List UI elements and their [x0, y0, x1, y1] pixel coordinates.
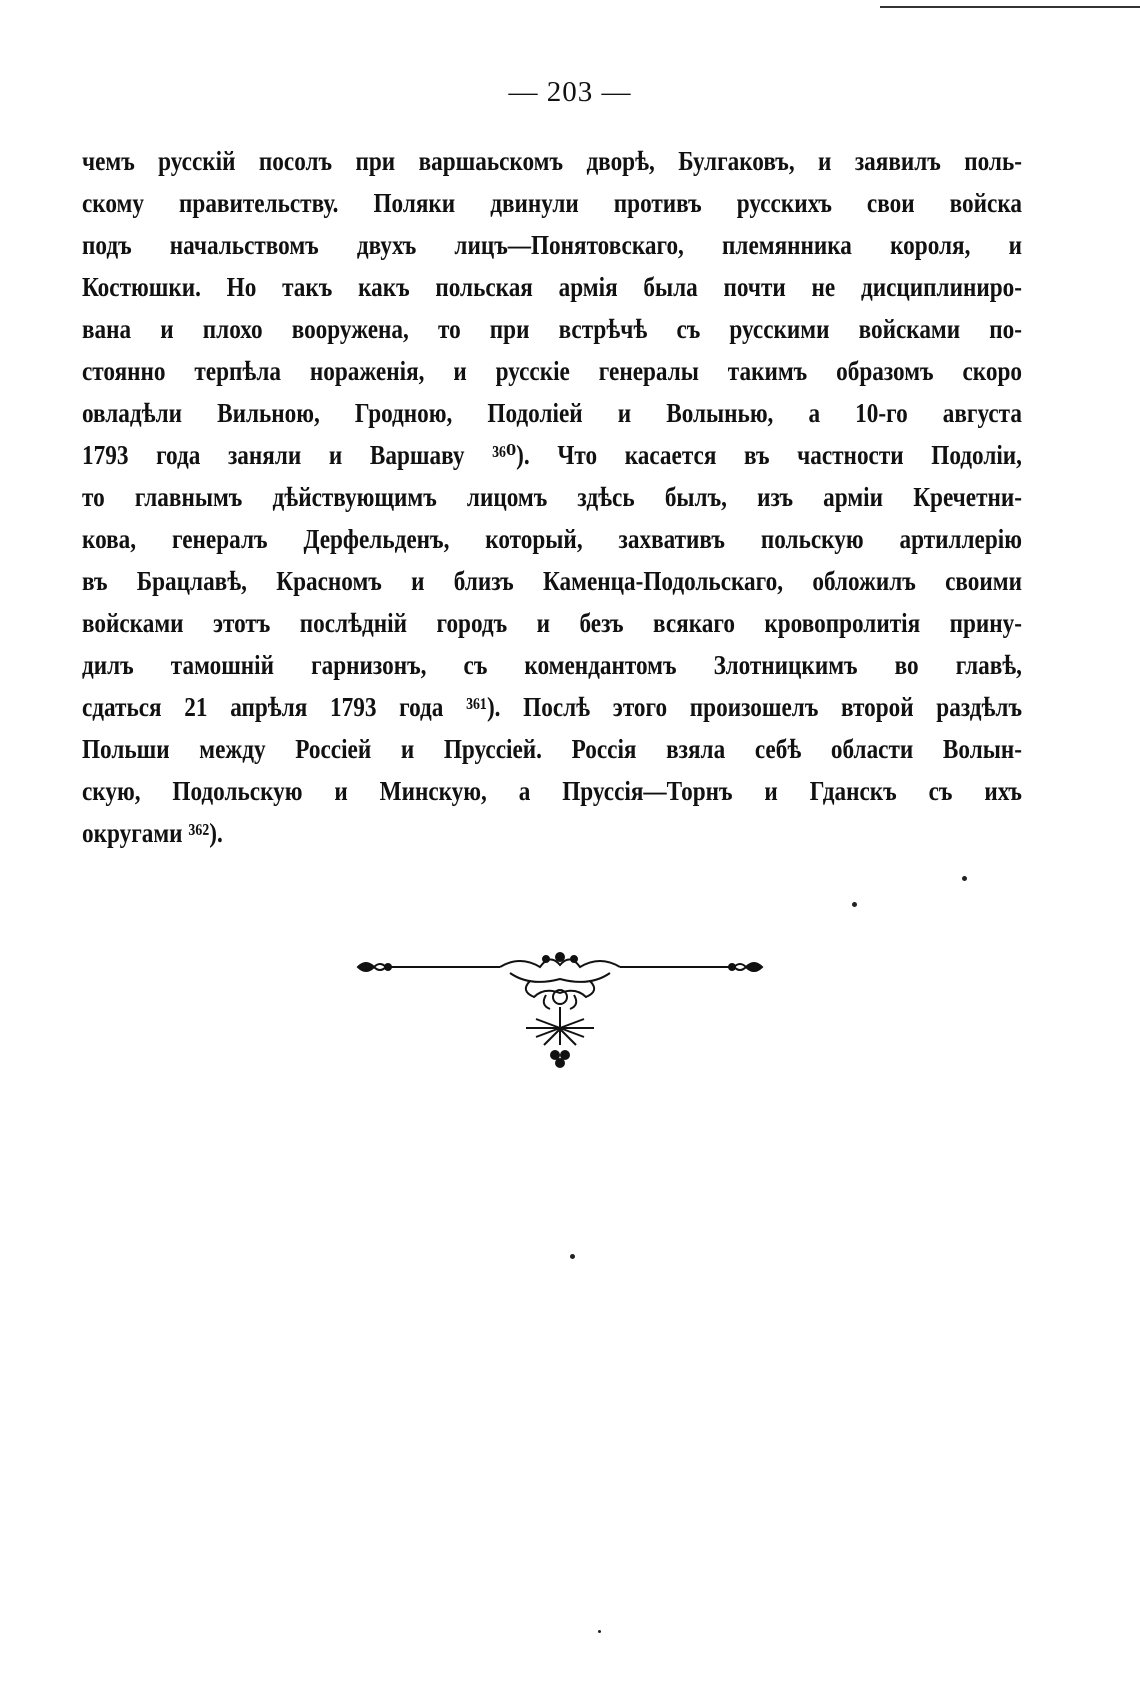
text-line: въ Брацлавѣ, Красномъ и близъ Каменца-Подольскаго, обложилъ своими: [82, 566, 1022, 596]
text-line: скую, Подольскую и Минскую, а Пруссія—Торнъ и Гданскъ съ ихъ: [82, 776, 1022, 806]
text-line: подъ начальствомъ двухъ лицъ—Понятовскаго, племянника короля, и: [82, 230, 1022, 260]
text-line: округами ³⁶²).: [82, 818, 223, 848]
text-line: стоянно терпѣла нораженія, и русскіе генералы такимъ образомъ скоро: [82, 356, 1022, 386]
text-line: чемъ русскій посолъ при варшаьскомъ дворѣ, Булгаковъ, и заявилъ поль-: [82, 146, 1022, 176]
text-line: овладѣли Вильною, Гродною, Подоліей и Волынью, а 10-го августа: [82, 398, 1022, 428]
ink-speck: [962, 876, 967, 881]
scan-edge-line: [880, 6, 1140, 8]
ink-speck: [570, 1254, 575, 1259]
body-text: [82, 140, 1022, 854]
ink-speck: [598, 1630, 601, 1633]
tailpiece-ornament: [350, 945, 770, 1075]
text-line: Польши между Россіей и Пруссіей. Россія взяла себѣ области Волын-: [82, 734, 1022, 764]
text-line: сдаться 21 апрѣля 1793 года ³⁶¹). Послѣ этого произошелъ второй раздѣлъ: [82, 692, 1022, 722]
text-line: Костюшки. Но такъ какъ польская армія была почти не дисциплиниро-: [82, 272, 1022, 302]
text-line: кова, генералъ Дерфельденъ, который, захвативъ польскую артиллерію: [82, 524, 1022, 554]
text-line: вана и плохо вооружена, то при встрѣчѣ съ русскими войсками по-: [82, 314, 1022, 344]
page-number: — 203 —: [508, 76, 632, 108]
text-line: 1793 года заняли и Варшаву ³⁶⁰). Что касается въ частности Подоліи,: [82, 440, 1022, 470]
text-line: скому правительству. Поляки двинули противъ русскихъ свои войска: [82, 188, 1022, 218]
text-line: войсками этотъ послѣдній городъ и безъ всякаго кровопролитія прину-: [82, 608, 1022, 638]
text-line: дилъ тамошній гарнизонъ, съ комендантомъ Злотницкимъ во главѣ,: [82, 650, 1022, 680]
text-line: то главнымъ дѣйствующимъ лицомъ здѣсь былъ, изъ арміи Кречетни-: [82, 482, 1022, 512]
ink-speck: [852, 902, 857, 907]
